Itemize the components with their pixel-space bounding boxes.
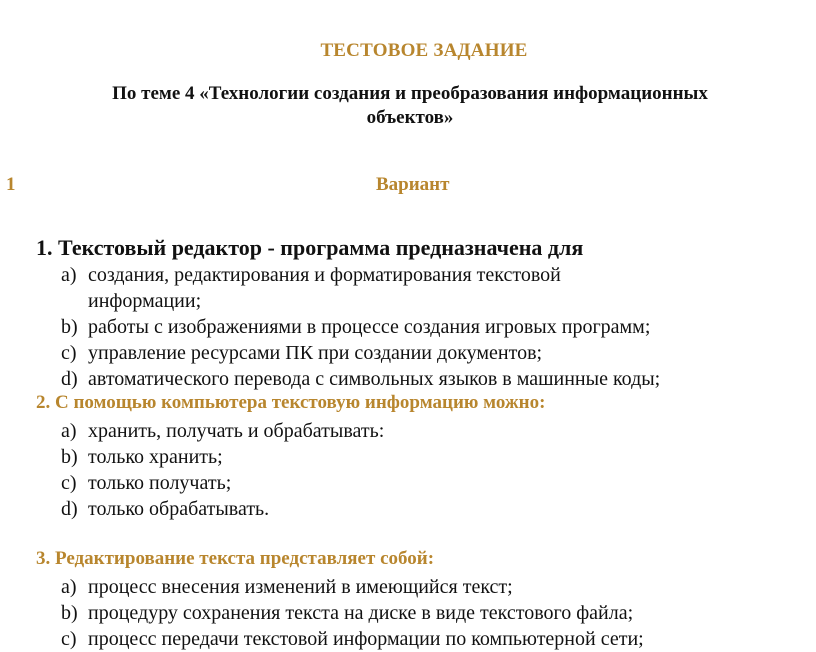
option-letter: a)	[61, 264, 77, 286]
subtitle-line-2: объектов»	[366, 107, 454, 128]
question-1: 1. Текстовый редактор - программа предназначена для	[36, 235, 584, 260]
option-text-line-2: информации;	[88, 290, 202, 312]
option-letter: c)	[61, 342, 77, 364]
question-1-option-b	[61, 314, 816, 340]
question-1-option-c	[61, 340, 816, 366]
option-text: хранить, получать и обрабатывать:	[88, 420, 385, 442]
variant-number: 1	[6, 174, 16, 195]
option-letter: a)	[61, 576, 77, 598]
option-letter: b)	[61, 602, 78, 624]
subtitle-line-1: По теме 4 «Технологии создания и преобразования информационных	[112, 83, 708, 104]
question-3-option-a	[61, 574, 816, 600]
option-letter: c)	[61, 628, 77, 650]
option-text: только обрабатывать.	[88, 498, 270, 520]
question-2: 2. С помощью компьютера текстовую информацию можно:	[36, 392, 546, 413]
question-2-option-c	[61, 470, 816, 496]
document-title: ТЕСТОВОЕ ЗАДАНИЕ	[320, 40, 528, 61]
variant-label: Вариант	[376, 174, 450, 195]
question-3: 3. Редактирование текста представляет собой:	[36, 548, 435, 569]
option-text: работы с изображениями в процессе создания игровых программ;	[88, 316, 651, 338]
question-1-option-a	[61, 262, 816, 314]
question-2-option-a	[61, 418, 816, 444]
option-letter: b)	[61, 446, 78, 468]
option-text: автоматического перевода с символьных языков в машинные коды;	[88, 368, 661, 390]
option-letter: a)	[61, 420, 77, 442]
question-3-option-b	[61, 600, 816, 626]
option-text: процесс передачи текстовой информации по компьютерной сети;	[88, 628, 644, 650]
option-text: процедуру сохранения текста на диске в виде текстового файла;	[88, 602, 634, 624]
option-text: процесс внесения изменений в имеющийся текст;	[88, 576, 513, 598]
document-subtitle	[40, 82, 780, 130]
question-3-option-c	[61, 626, 816, 652]
option-letter: d)	[61, 368, 78, 390]
option-letter: d)	[61, 498, 78, 520]
question-2-option-d	[61, 496, 816, 522]
question-2-option-b	[61, 444, 816, 470]
question-1-option-d	[61, 366, 816, 392]
option-letter: b)	[61, 316, 78, 338]
option-text: только хранить;	[88, 446, 223, 468]
option-text: управление ресурсами ПК при создании документов;	[88, 342, 543, 364]
option-text-line-1: создания, редактирования и форматирования текстовой	[88, 264, 561, 286]
option-letter: c)	[61, 472, 77, 494]
option-text: только получать;	[88, 472, 232, 494]
